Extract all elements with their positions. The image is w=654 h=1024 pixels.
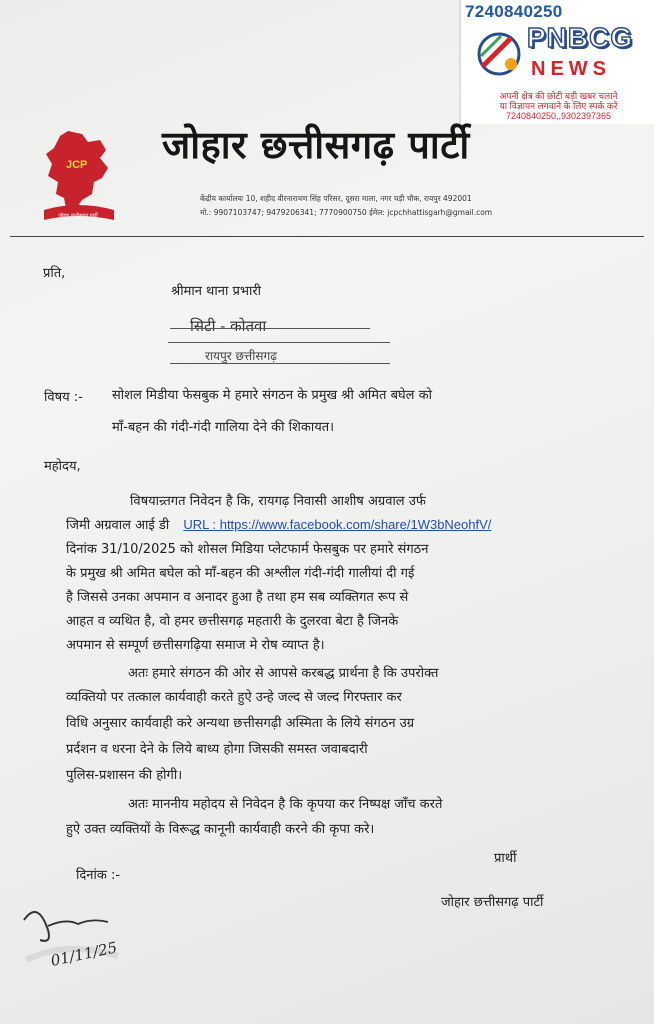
applicant-label: प्रार्थी <box>494 851 517 866</box>
para3-line-2: हुऐ उक्त व्यक्तियों के विरूद्ध कानूनी कार्यवाही करने की कृपा करे। <box>66 822 375 837</box>
para2-line-4: प्रर्दशन व धरना देने के लिये बाध्य होगा जिसकी समस्त जवाबदारी <box>66 742 368 757</box>
watermark-tagline-2: या विज्ञापन लगवाने के लिए स्पर्क करें <box>499 101 618 111</box>
para2-line-2: व्यक्तियो पर तत्काल कार्यवाही करते हुऐ उन्हे जल्द से जल्द गिरफ्तार कर <box>66 690 402 705</box>
party-map-logo <box>38 128 118 223</box>
handwritten-strike <box>170 328 370 329</box>
para1-line-4: के प्रमुख श्री अमित बघेल को माँ-बहन की अश्लील गंदी-गंदी गालीयां दी गई <box>66 566 415 581</box>
logo-text: JCP <box>66 159 88 171</box>
handwritten-station: सिटी - कोतवा <box>190 317 267 335</box>
watermark-brand-bottom: NEWS <box>531 58 611 80</box>
para1-line-2-prefix: जिमी अग्रवाल आई डी <box>66 518 170 533</box>
received-date: 01/11/25 <box>49 938 119 970</box>
para2-line-5: पुलिस-प्रशासन की होगी। <box>66 768 183 783</box>
received-signature <box>18 900 128 980</box>
news-logo-icon <box>471 26 527 82</box>
facebook-url-link[interactable]: URL : https://www.facebook.com/share/1W3bNeohfV/ <box>183 517 492 532</box>
handwritten-city: रायपुर छत्तीसगढ़ <box>205 349 277 363</box>
watermark-tagline-1: अपनी क्षेत्र की छोटी बड़ी खबर चलाने <box>499 91 618 101</box>
para1-line-1: विषयान्र्तगत निवेदन है कि, रायगढ़ निवासी आशीष अग्रवाल उर्फ <box>130 494 426 509</box>
subject-line-1: सोशल मिडीया फेसबुक मे हमारे संगठन के प्रमुख श्री अमित बघेल को <box>112 388 432 403</box>
news-watermark <box>459 0 654 124</box>
date-label: दिनांक :- <box>76 868 121 883</box>
subject-label: विषय :- <box>44 390 83 405</box>
watermark-phone: 7240840250 <box>465 2 563 21</box>
contact-info: मो.: 9907103747; 9479206341; 7770900750 ईमेल: jcpchhattisgarh@gmail.com <box>200 208 493 217</box>
office-address: केंद्रीय कार्यालयः 10, शहीद वीरनारायण सिंह परिसर, दूसरा माला, नगर घड़ी चौक, रायपुर 492001 <box>200 194 472 203</box>
party-name-heading: जोहार छत्तीसगढ़ पार्टी <box>162 122 470 167</box>
subject-line-2: माँ-बहन की गंदी-गंदी गालिया देने की शिकायत। <box>112 420 335 435</box>
para1-line-5: है जिससे उनका अपमान व अनादर हुआ है तथा हम सब व्यक्तिगत रूप से <box>66 590 409 605</box>
para2-line-3: विधि अनुसार कार्यवाही करे अन्यथा छत्तीसगढ़ी अस्मिता के लिये संगठन उग्र <box>66 716 415 731</box>
signatory: जोहार छत्तीसगढ़ पार्टी <box>441 895 544 910</box>
watermark-tagline-3: 7240840250,,9302397365 <box>505 111 612 121</box>
para3-line-1: अतः माननीय महोदय से निवेदन है कि कृपया कर निष्पक्ष जाँच करते <box>128 797 443 812</box>
letterhead-divider <box>10 236 644 237</box>
para1-line-7: अपमान से सम्पूर्ण छत्तीसगढ़िया समाज मे रोष व्याप्त है। <box>66 638 325 653</box>
para1-line-6: आहत व व्यथित है, वो हमर छत्तीसगढ़ महतारी के दुलरवा बेटा है जिनके <box>66 614 399 629</box>
prati-label: प्रति, <box>43 266 66 281</box>
recipient: श्रीमान थाना प्रभारी <box>171 284 262 299</box>
address-underline-1 <box>168 342 390 343</box>
watermark-brand-top: PNBCG <box>527 22 634 53</box>
salutation: महोदय, <box>44 459 81 474</box>
logo-caption: जोहार छत्तीसगढ़ पार्टी <box>58 213 98 219</box>
para1-line-2 <box>66 515 491 533</box>
para2-line-1: अतः हमारे संगठन की ओर से आपसे करबद्ध प्रार्थना है कि उपरोक्त <box>128 666 439 681</box>
address-underline-2 <box>170 363 390 364</box>
para1-line-3: दिनांक 31/10/2025 को शोसल मिडिया प्लेटफार्म फेसबुक पर हमारे संगठन <box>66 542 429 557</box>
